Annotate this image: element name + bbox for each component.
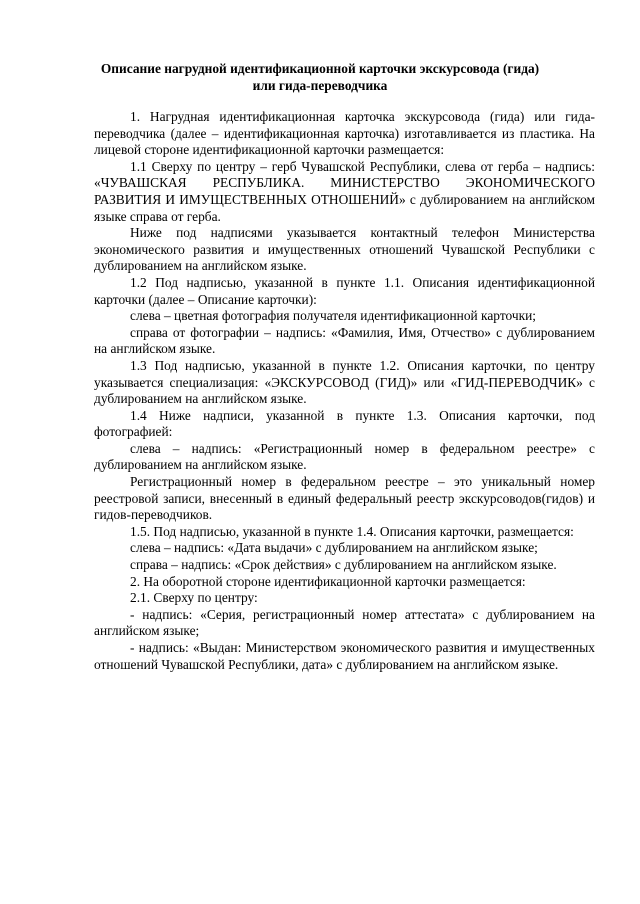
paragraph-1: 1. Нагрудная идентификационная карточка экскурсовода (гида) или гида-переводчика (далее – идентификационная карточка) изготавливается из пластика. На лицевой стороне идентификационной карточки размещается: xyxy=(94,109,595,158)
paragraph-registry-label: слева – надпись: «Регистрационный номер в федеральном реестре» с дублированием на английском языке. xyxy=(94,440,595,473)
paragraph-issued-by: - надпись: «Выдан: Министерством экономического развития и имущественных отношений Чувашской Республики, дата» с дублированием на английском языке. xyxy=(94,640,595,672)
paragraph-validity: справа – надпись: «Срок действия» с дублированием на английском языке. xyxy=(130,557,557,573)
paragraph-photo-right: справа от фотографии – надпись: «Фамилия, Имя, Отчество» с дублированием на английском языке. xyxy=(94,324,595,357)
title-line-1: Описание нагрудной идентификационной карточки экскурсовода (гида) xyxy=(100,61,540,76)
paragraph-certificate: - надпись: «Серия, регистрационный номер аттестата» с дублированием на английском языке; xyxy=(94,606,595,639)
title-line-2: или гида-переводчика xyxy=(252,78,388,93)
document-body xyxy=(94,109,595,673)
paragraph-registry-definition: Регистрационный номер в федеральном реестре – это уникальный номер реестровой записи, внесенный в единый федеральный реестр экскурсоводов(гидов) и гидов-переводчиков. xyxy=(94,474,595,523)
paragraph-1-4: 1.4 Ниже надписи, указанной в пункте 1.3. Описания карточки, под фотографией: xyxy=(94,407,595,440)
paragraph-1-3: 1.3 Под надписью, указанной в пункте 1.2. Описания карточки, по центру указывается специализация: «ЭКСКУРСОВОД (ГИД)» или «ГИД-ПЕРЕВОДЧИК» с дублированием на английском языке. xyxy=(94,357,595,407)
paragraph-2: 2. На оборотной стороне идентификационной карточки размещается: xyxy=(130,573,526,589)
paragraph-1-5: 1.5. Под надписью, указанной в пункте 1.4. Описания карточки, размещается: xyxy=(130,523,574,539)
paragraph-2-1: 2.1. Сверху по центру: xyxy=(130,590,258,606)
paragraph-issue-date: слева – надпись: «Дата выдачи» с дублированием на английском языке; xyxy=(130,540,538,556)
paragraph-1-2: 1.2 Под надписью, указанной в пункте 1.1. Описания идентификационной карточки (далее – Описание карточки): xyxy=(94,274,595,307)
paragraph-contact-phone: Ниже под надписями указывается контактный телефон Министерства экономического развития и имущественных отношений Чувашской Республики с дублированием на английском языке. xyxy=(94,225,595,274)
paragraph-photo-left: слева – цветная фотография получателя идентификационной карточки; xyxy=(130,308,536,324)
paragraph-1-1: 1.1 Сверху по центру – герб Чувашской Республики, слева от герба – надпись: «ЧУВАШСКАЯ РЕСПУБЛИКА. МИНИСТЕРСТВО ЭКОНОМИЧЕСКОГО РАЗВИТИЯ И ИМУЩЕСТВЕННЫХ ОТНОШЕНИЙ» с дублированием на английском языке справа от герба. xyxy=(94,158,595,224)
document-title xyxy=(80,60,560,94)
